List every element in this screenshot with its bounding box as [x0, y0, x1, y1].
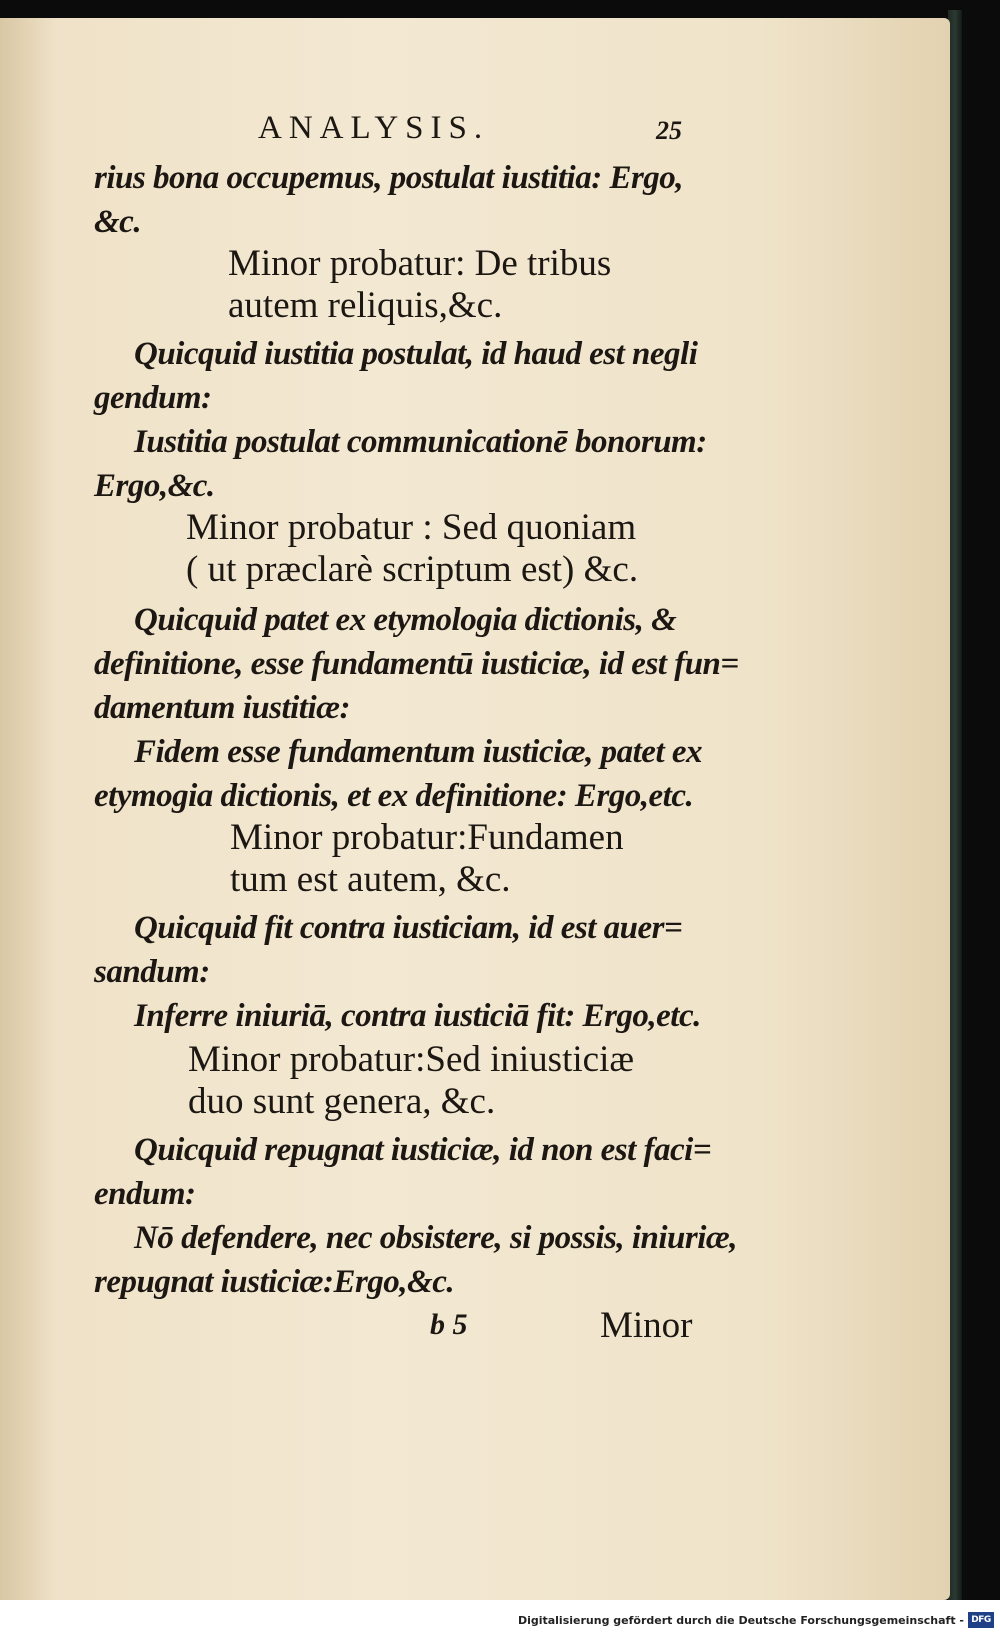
- text-line: repugnat iusticiæ:Ergo,&c.: [94, 1264, 455, 1300]
- text-line: Quicquid patet ex etymologia dictionis, &: [134, 602, 677, 638]
- catchword: Minor: [600, 1305, 693, 1346]
- text-line: duo sunt genera, &c.: [188, 1081, 496, 1122]
- signature-mark: b 5: [430, 1308, 468, 1341]
- text-line: Iustitia postulat communicationē bonorum:: [134, 424, 707, 460]
- page-number: 25: [656, 116, 682, 145]
- text-line: Minor probatur: De tribus: [228, 243, 612, 284]
- text-line: Fidem esse fundamentum iusticiæ, patet ex: [134, 734, 703, 770]
- text-line: Minor probatur:Fundamen: [230, 817, 624, 858]
- text-line: Quicquid fit contra iusticiam, id est auer=: [134, 910, 683, 946]
- text-line: damentum iustitiæ:: [94, 690, 350, 726]
- text-line: rius bona occupemus, postulat iustitia: Ergo,: [94, 160, 684, 196]
- text-line: autem reliquis,&c.: [228, 285, 503, 326]
- text-line: etymogia dictionis, et ex definitione: Ergo,etc.: [94, 778, 694, 814]
- text-line: endum:: [94, 1176, 196, 1212]
- text-line: Minor probatur : Sed quoniam: [186, 507, 637, 548]
- text-line: Quicquid iustitia postulat, id haud est negli: [134, 336, 698, 372]
- book-page: [0, 18, 950, 1600]
- text-line: Quicquid repugnat iusticiæ, id non est faci=: [134, 1132, 712, 1168]
- text-line: &c.: [94, 204, 142, 240]
- running-head: ANALYSIS.: [258, 110, 490, 146]
- text-line: tum est autem, &c.: [230, 859, 511, 900]
- text-line: gendum:: [94, 380, 212, 416]
- text-line: Inferre iniuriā, contra iusticiā fit: Ergo,etc.: [134, 998, 701, 1034]
- dfg-logo: DFG: [968, 1612, 994, 1628]
- text-line: sandum:: [94, 954, 210, 990]
- book-binding-edge: [948, 10, 962, 1600]
- text-line: ( ut præclarè scriptum est) &c.: [186, 549, 639, 590]
- text-line: definitione, esse fundamentū iusticiæ, id est fun=: [94, 646, 739, 682]
- text-line: Ergo,&c.: [94, 468, 215, 504]
- text-line: Minor probatur:Sed iniusticiæ: [188, 1039, 635, 1080]
- funding-credit: Digitalisierung gefördert durch die Deutsche Forschungsgemeinschaft -: [517, 1614, 964, 1627]
- text-line: Nō defendere, nec obsistere, si possis, iniuriæ,: [134, 1220, 737, 1256]
